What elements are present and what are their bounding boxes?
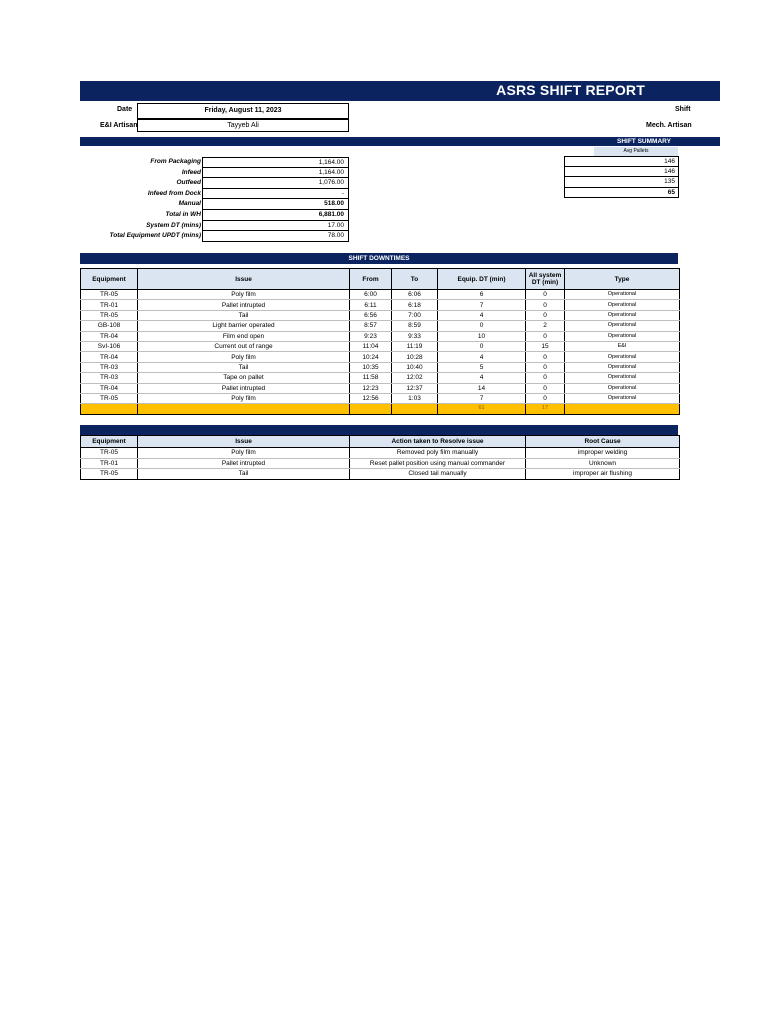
avg-pallets-value: 146 bbox=[564, 167, 679, 178]
downtime-cell: TR-04 bbox=[81, 352, 138, 362]
rc-col-action: Action taken to Resolve issue bbox=[350, 436, 526, 448]
downtime-cell: 9:23 bbox=[350, 331, 392, 341]
root-cause-cell: TR-05 bbox=[81, 448, 138, 459]
shift-summary-bar bbox=[80, 137, 720, 146]
downtime-cell: TR-03 bbox=[81, 373, 138, 383]
downtime-cell: 0 bbox=[526, 362, 565, 372]
downtimes-table bbox=[80, 268, 680, 415]
summary-value: 1,164.00 bbox=[202, 168, 349, 179]
downtime-cell: Operational bbox=[565, 310, 680, 320]
downtimes-header-row bbox=[81, 269, 680, 290]
root-cause-table bbox=[80, 435, 680, 480]
shift-label: Shift bbox=[675, 106, 691, 113]
downtime-cell: TR-05 bbox=[81, 290, 138, 300]
root-cause-cell: Tail bbox=[138, 469, 350, 480]
downtime-cell: 0 bbox=[438, 341, 526, 351]
shift-downtimes-title: SHIFT DOWNTIMES bbox=[348, 255, 410, 262]
col-issue: Issue bbox=[138, 269, 350, 290]
summary-label: Total Equipment UPDT (mins) bbox=[109, 232, 201, 240]
summary-value: 6,881.00 bbox=[202, 210, 349, 221]
summary-label: From Packaging bbox=[150, 158, 201, 165]
report-title: ASRS SHIFT REPORT bbox=[496, 82, 645, 98]
downtime-cell: Tail bbox=[138, 362, 350, 372]
summary-label: Infeed bbox=[181, 168, 201, 176]
downtime-row bbox=[81, 352, 680, 362]
summary-value: 78.00 bbox=[202, 231, 349, 242]
downtime-cell: Operational bbox=[565, 393, 680, 403]
downtime-cell: 5 bbox=[438, 362, 526, 372]
col-to: To bbox=[392, 269, 438, 290]
downtime-cell: 0 bbox=[526, 373, 565, 383]
downtime-cell: TR-05 bbox=[81, 310, 138, 320]
summary-label: Total in WH bbox=[165, 210, 201, 218]
shift-downtimes-bar bbox=[80, 253, 678, 264]
downtime-cell: 2 bbox=[526, 321, 565, 331]
root-cause-cell: improper welding bbox=[526, 448, 680, 459]
summary-row bbox=[80, 221, 351, 232]
downtime-cell: 7:00 bbox=[392, 310, 438, 320]
downtime-cell: Film end open bbox=[138, 331, 350, 341]
mech-artisan-label: Mech. Artisan bbox=[646, 122, 692, 129]
downtime-cell: 6:11 bbox=[350, 300, 392, 310]
downtime-row bbox=[81, 383, 680, 393]
root-cause-header-row bbox=[81, 436, 680, 448]
downtime-cell: TR-04 bbox=[81, 331, 138, 341]
summary-value: 1,164.00 bbox=[202, 157, 349, 168]
downtime-row bbox=[81, 290, 680, 300]
rc-col-root-cause: Root Cause bbox=[526, 436, 680, 448]
downtime-cell: Pallet intrupted bbox=[138, 383, 350, 393]
date-label: Date bbox=[117, 106, 133, 113]
downtime-cell: 0 bbox=[526, 352, 565, 362]
downtime-cell: 11:04 bbox=[350, 341, 392, 351]
summary-row bbox=[80, 210, 351, 221]
avg-pallets-value: 135 bbox=[564, 177, 679, 188]
downtime-cell: Poly film bbox=[138, 290, 350, 300]
root-cause-cell: Reset pallet position using manual commander bbox=[350, 458, 526, 469]
downtime-cell: 15 bbox=[526, 341, 565, 351]
root-cause-cell: TR-01 bbox=[81, 458, 138, 469]
summary-label: Manual bbox=[178, 200, 201, 208]
downtime-cell: 0 bbox=[526, 383, 565, 393]
downtime-cell: 10 bbox=[438, 331, 526, 341]
downtime-cell: Operational bbox=[565, 362, 680, 372]
downtime-cell: 0 bbox=[526, 393, 565, 403]
downtime-cell: TR-04 bbox=[81, 383, 138, 393]
downtime-cell: 12:37 bbox=[392, 383, 438, 393]
downtime-cell: Operational bbox=[565, 331, 680, 341]
root-cause-bar bbox=[80, 425, 678, 435]
downtime-cell: Operational bbox=[565, 373, 680, 383]
downtime-cell: 7 bbox=[438, 300, 526, 310]
summary-value: 1,076.00 bbox=[202, 178, 349, 189]
downtime-total-cell bbox=[565, 404, 680, 414]
downtime-cell: SvI-106 bbox=[81, 341, 138, 351]
downtime-cell: 6:56 bbox=[350, 310, 392, 320]
downtime-total-cell bbox=[138, 404, 350, 414]
downtime-cell: 0 bbox=[526, 300, 565, 310]
downtime-cell: TR-03 bbox=[81, 362, 138, 372]
downtime-row bbox=[81, 321, 680, 331]
downtime-cell: Pallet intrupted bbox=[138, 300, 350, 310]
downtime-cell: Tail bbox=[138, 310, 350, 320]
downtime-row bbox=[81, 300, 680, 310]
summary-row bbox=[80, 157, 351, 168]
downtime-cell: TR-05 bbox=[81, 393, 138, 403]
summary-row bbox=[80, 231, 351, 242]
downtime-total-cell: 17 bbox=[526, 404, 565, 414]
downtime-total-cell bbox=[81, 404, 138, 414]
summary-label: Outfeed bbox=[176, 179, 201, 187]
rc-col-issue: Issue bbox=[138, 436, 350, 448]
report-title-bar bbox=[80, 81, 720, 101]
avg-pallets-value: 146 bbox=[564, 156, 679, 167]
root-cause-cell: Poly film bbox=[138, 448, 350, 459]
summary-row bbox=[80, 168, 351, 179]
col-system-dt: All system DT (min) bbox=[526, 269, 565, 290]
root-cause-cell: Removed poly film manually bbox=[350, 448, 526, 459]
downtime-cell: 10:35 bbox=[350, 362, 392, 372]
root-cause-row bbox=[81, 448, 680, 459]
downtime-total-cell: 61 bbox=[438, 404, 526, 414]
avg-pallets-header: Avg Pallets bbox=[594, 147, 678, 156]
rc-col-equipment: Equipment bbox=[81, 436, 138, 448]
root-cause-row bbox=[81, 469, 680, 480]
downtime-cell: 6 bbox=[438, 290, 526, 300]
downtime-cell: Operational bbox=[565, 383, 680, 393]
downtime-cell: 11:19 bbox=[392, 341, 438, 351]
root-cause-row bbox=[81, 458, 680, 469]
downtime-row bbox=[81, 310, 680, 320]
summary-row bbox=[80, 178, 351, 189]
downtime-cell: 4 bbox=[438, 373, 526, 383]
downtime-row bbox=[81, 393, 680, 403]
downtime-cell: Light barrier operated bbox=[138, 321, 350, 331]
downtime-total-cell bbox=[350, 404, 392, 414]
downtime-cell: 4 bbox=[438, 352, 526, 362]
col-equip-dt: Equip. DT (min) bbox=[438, 269, 526, 290]
downtime-cell: 12:02 bbox=[392, 373, 438, 383]
downtime-cell: Poly film bbox=[138, 352, 350, 362]
downtime-cell: Operational bbox=[565, 352, 680, 362]
downtime-cell: E&I bbox=[565, 341, 680, 351]
downtime-cell: Poly film bbox=[138, 393, 350, 403]
downtime-cell: 12:23 bbox=[350, 383, 392, 393]
downtime-cell: 6:00 bbox=[350, 290, 392, 300]
downtime-cell: 1:03 bbox=[392, 393, 438, 403]
col-from: From bbox=[350, 269, 392, 290]
downtime-cell: 6:18 bbox=[392, 300, 438, 310]
downtime-cell: 10:40 bbox=[392, 362, 438, 372]
downtime-cell: Operational bbox=[565, 321, 680, 331]
summary-value: 518.00 bbox=[202, 199, 349, 210]
avg-pallets-value: 65 bbox=[564, 188, 679, 199]
avg-pallets-table bbox=[564, 147, 679, 198]
downtime-cell: 10:28 bbox=[392, 352, 438, 362]
summary-row bbox=[80, 189, 351, 200]
downtime-cell: 0 bbox=[438, 321, 526, 331]
downtime-cell: 12:56 bbox=[350, 393, 392, 403]
artisan-label: E&I Artisan bbox=[100, 122, 138, 129]
downtime-row bbox=[81, 331, 680, 341]
summary-table bbox=[80, 157, 351, 242]
downtime-cell: 8:57 bbox=[350, 321, 392, 331]
downtime-cell: 0 bbox=[526, 310, 565, 320]
downtime-cell: GB-108 bbox=[81, 321, 138, 331]
date-value: Friday, August 11, 2023 bbox=[137, 103, 349, 119]
downtime-cell: 14 bbox=[438, 383, 526, 393]
downtime-row bbox=[81, 341, 680, 351]
downtime-cell: 8:59 bbox=[392, 321, 438, 331]
downtime-cell: Operational bbox=[565, 290, 680, 300]
summary-value: 17.00 bbox=[202, 221, 349, 232]
col-type: Type bbox=[565, 269, 680, 290]
downtime-cell: 4 bbox=[438, 310, 526, 320]
root-cause-cell: Unknown bbox=[526, 458, 680, 469]
downtime-cell: 9:33 bbox=[392, 331, 438, 341]
downtime-cell: Operational bbox=[565, 300, 680, 310]
downtime-cell: 11:58 bbox=[350, 373, 392, 383]
root-cause-cell: Pallet intrupted bbox=[138, 458, 350, 469]
downtime-cell: Current out of range bbox=[138, 341, 350, 351]
downtime-cell: 6:06 bbox=[392, 290, 438, 300]
col-equipment: Equipment bbox=[81, 269, 138, 290]
summary-label: Infeed from Dock bbox=[147, 189, 201, 197]
downtime-cell: 10:24 bbox=[350, 352, 392, 362]
downtime-cell: TR-01 bbox=[81, 300, 138, 310]
downtime-cell: Tape on pallet bbox=[138, 373, 350, 383]
shift-summary-title: SHIFT SUMMARY bbox=[617, 138, 671, 145]
root-cause-cell: Closed tail manually bbox=[350, 469, 526, 480]
downtime-row bbox=[81, 373, 680, 383]
downtime-cell: 0 bbox=[526, 290, 565, 300]
artisan-value: Tayyeb Ali bbox=[137, 119, 349, 132]
downtime-row bbox=[81, 362, 680, 372]
downtime-cell: 7 bbox=[438, 393, 526, 403]
downtime-cell: 0 bbox=[526, 331, 565, 341]
root-cause-cell: improper air flushing bbox=[526, 469, 680, 480]
downtime-total-row bbox=[81, 404, 680, 414]
downtime-total-cell bbox=[392, 404, 438, 414]
summary-label: System DT (mins) bbox=[146, 221, 201, 229]
summary-row bbox=[80, 199, 351, 210]
root-cause-cell: TR-05 bbox=[81, 469, 138, 480]
summary-value: - bbox=[202, 189, 349, 200]
